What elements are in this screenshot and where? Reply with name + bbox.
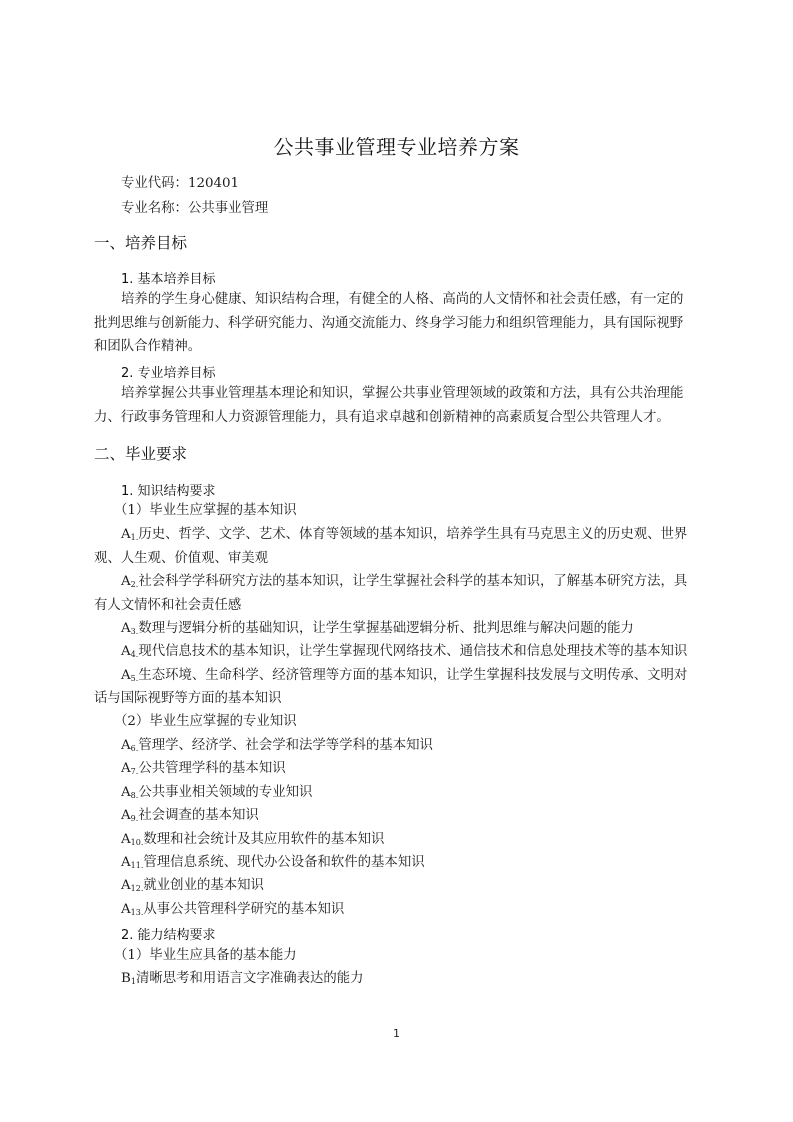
knowledge-item-a10: $A_{10.}$数理和社会统计及其应用软件的基本知识 [121, 832, 385, 847]
ability-item-b1: $B_1$清晰思考和用语言文字准确表达的能力 [121, 971, 364, 986]
page-number: 1 [393, 1027, 400, 1040]
paragraph-line: 和团队合作精神。 [94, 339, 202, 354]
knowledge-item-a11: $A_{11.}$管理信息系统、现代办公设备和软件的基本知识 [121, 855, 425, 870]
section-heading-graduation-requirements: 二、毕业要求 [94, 445, 188, 463]
subheading-knowledge-structure: 1. 知识结构要求 [121, 484, 216, 499]
subheading-basic-goals: 1. 基本培养目标 [121, 272, 216, 287]
knowledge-item-a1: $A_{1.}$历史、哲学、文学、艺术、体育等领域的基本知识，培养学生具有马克思主义的历史观、世界 [121, 527, 688, 542]
knowledge-item-a2-cont: 有人文情怀和社会责任感 [94, 598, 242, 613]
group-basic-abilities: （1）毕业生应具备的基本能力 [114, 948, 297, 963]
major-name [94, 197, 713, 221]
paragraph-line: 批判思维与创新能力、科学研究能力、沟通交流能力、终身学习能力和组织管理能力，具有国际视野 [94, 316, 684, 331]
major-code-label: 专业代码： [121, 176, 188, 191]
section-heading-training-goals: 一、培养目标 [94, 234, 188, 252]
knowledge-item-a1-cont: 观、人生观、价值观、审美观 [94, 551, 269, 566]
knowledge-item-a5: $A_{5.}$生态环境、生命科学、经济管理等方面的基本知识，让学生掌握科技发展与文明传承、文明对 [121, 668, 688, 683]
knowledge-item-a6: $A_{6.}$管理学、经济学、社会学和法学等学科的基本知识 [121, 738, 433, 753]
major-name-value: 公共事业管理 [187, 201, 269, 216]
subheading-professional-goals: 2. 专业培养目标 [121, 366, 216, 381]
group-professional-knowledge: （2）毕业生应掌握的专业知识 [114, 714, 297, 729]
knowledge-item-a4: $A_{4.}$现代信息技术的基本知识，让学生掌握现代网络技术、通信技术和信息处理技术等的基本知识 [121, 644, 688, 659]
paragraph-line: 力、行政事务管理和人力资源管理能力，具有追求卓越和创新精神的高素质复合型公共管理人才。 [94, 410, 670, 425]
knowledge-item-a5-cont: 话与国际视野等方面的基本知识 [94, 691, 282, 706]
major-name-label: 专业名称： [121, 201, 188, 216]
major-code [94, 172, 713, 196]
subheading-ability-structure: 2. 能力结构要求 [121, 928, 216, 943]
knowledge-item-a9: $A_{9.}$社会调查的基本知识 [121, 808, 259, 823]
paragraph-line: 培养掌握公共事业管理基本理论和知识，掌握公共事业管理领域的政策和方法，具有公共治理能 [121, 386, 684, 401]
knowledge-item-a3: $A_{3.}$数理与逻辑分析的基础知识，让学生掌握基础逻辑分析、批判思维与解决问题的能力 [121, 621, 634, 636]
knowledge-item-a2: $A_{2.}$社会科学学科研究方法的基本知识，让学生掌握社会科学的基本知识，了解基本研究方法，具 [121, 574, 688, 589]
knowledge-item-a7: $A_{7.}$公共管理学科的基本知识 [121, 761, 286, 776]
group-basic-knowledge: （1）毕业生应掌握的基本知识 [114, 503, 297, 518]
knowledge-item-a13: $A_{13.}$从事公共管理科学研究的基本知识 [121, 902, 345, 917]
knowledge-item-a12: $A_{12.}$就业创业的基本知识 [121, 878, 264, 893]
major-code-value: 120401 [187, 176, 240, 191]
knowledge-item-a8: $A_{8.}$公共事业相关领域的专业知识 [121, 785, 313, 800]
document-title: 公共事业管理专业培养方案 [273, 135, 520, 159]
paragraph-line: 培养的学生身心健康、知识结构合理，有健全的人格、高尚的人文情怀和社会责任感，有一定的 [121, 292, 684, 307]
